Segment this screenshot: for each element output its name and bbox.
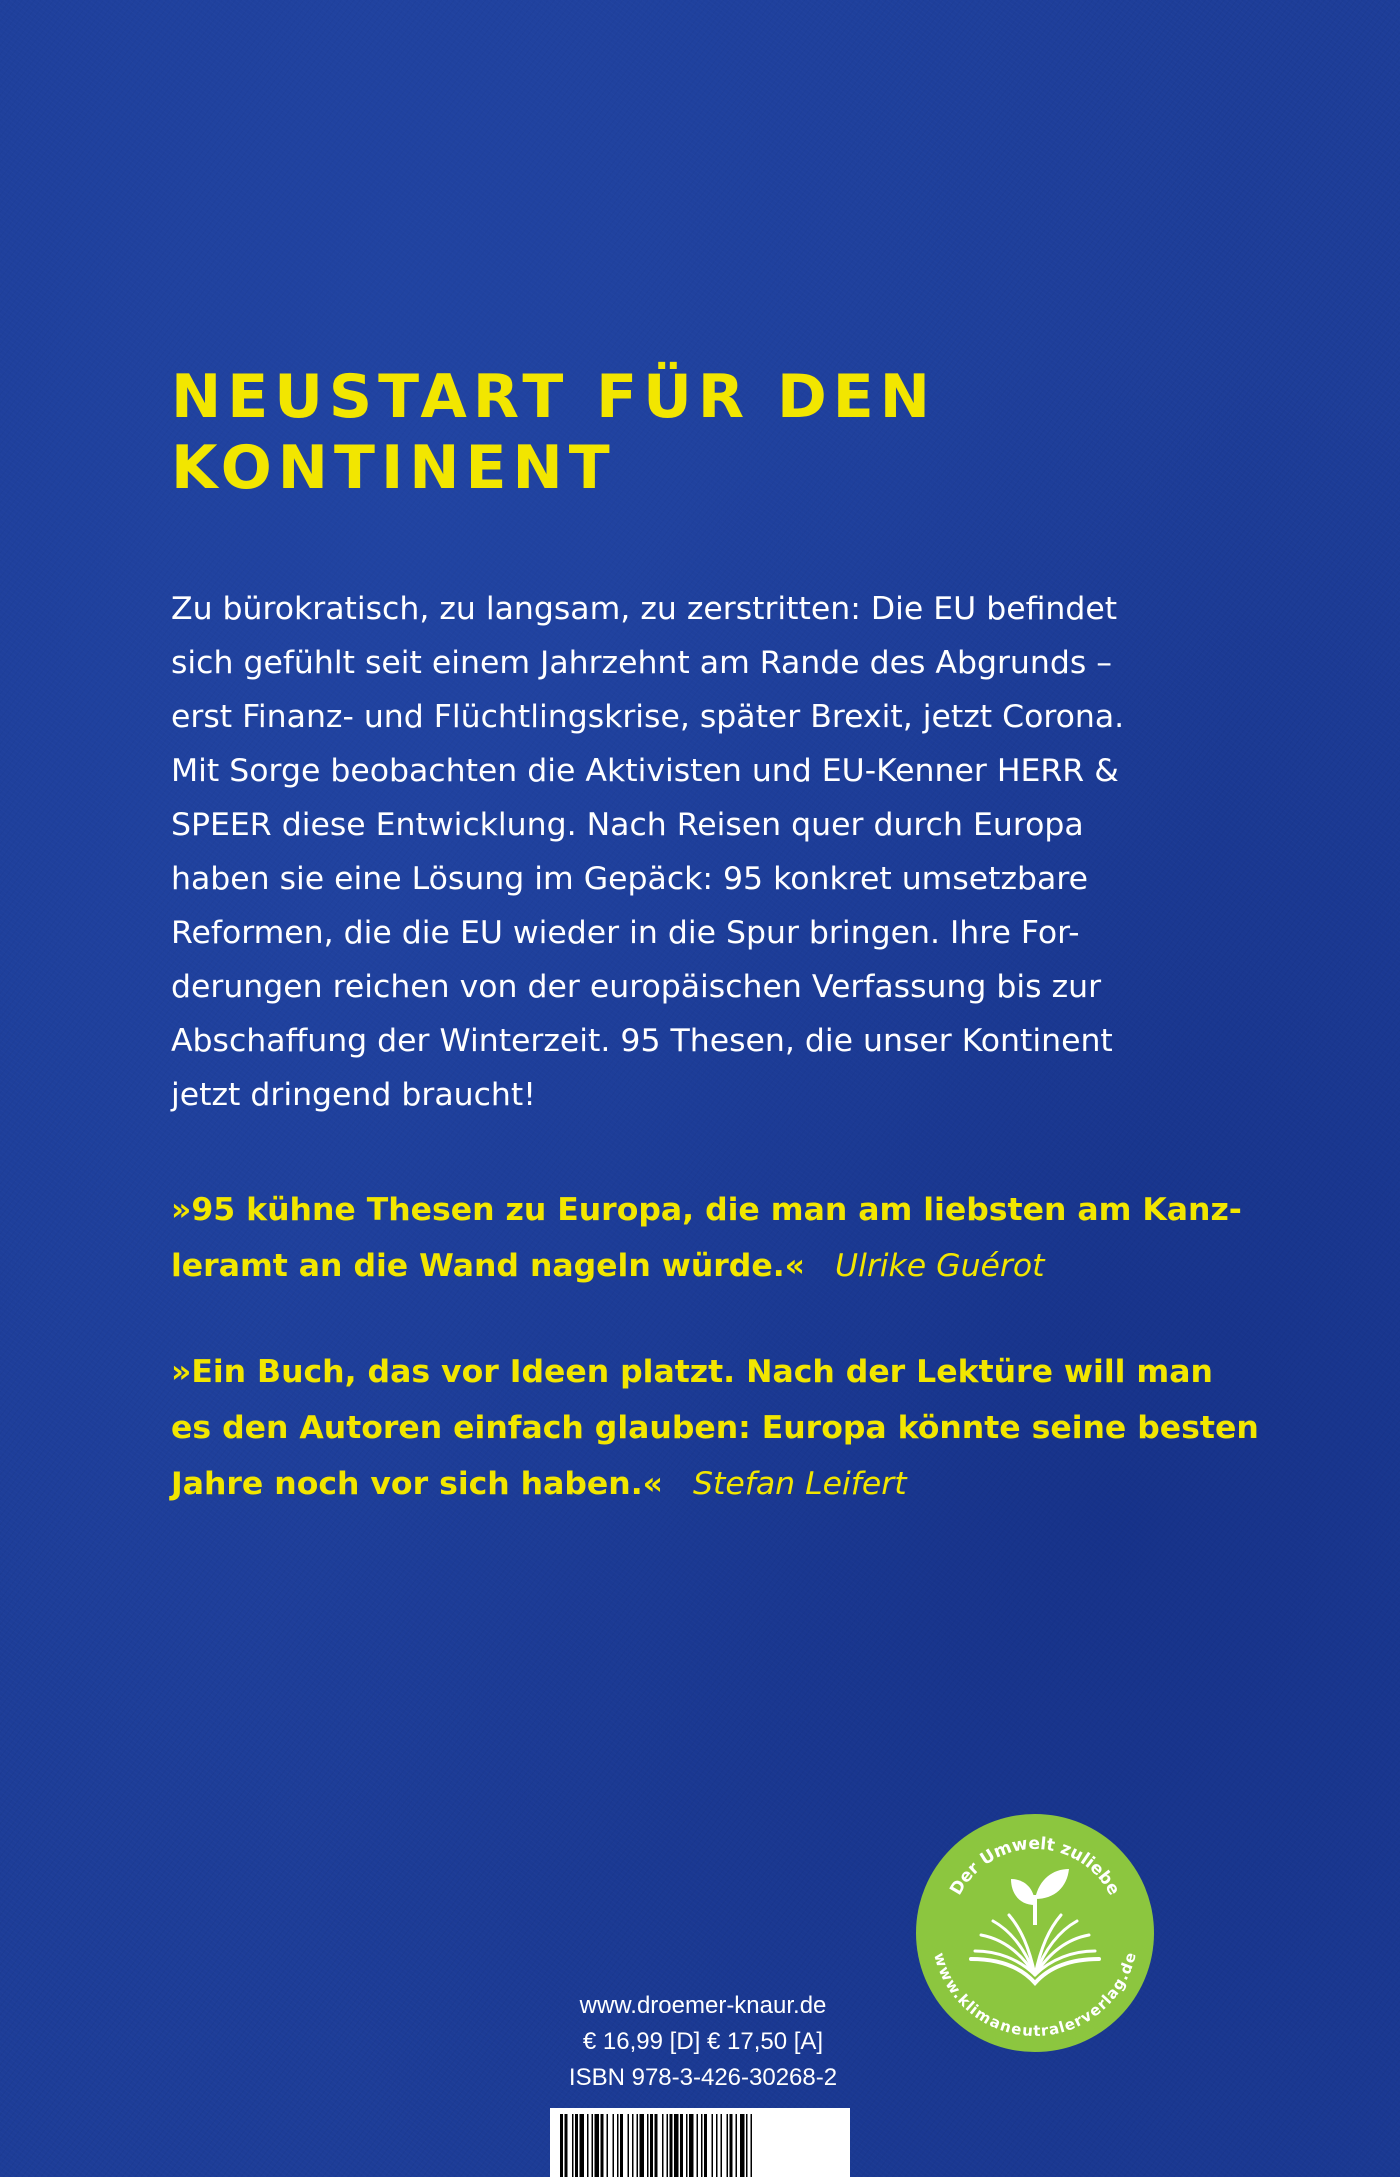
barcode-bar — [587, 2114, 589, 2177]
barcode-bar — [740, 2114, 745, 2177]
barcode-bar — [751, 2114, 753, 2177]
barcode-bar — [572, 2114, 574, 2177]
barcode-bar — [620, 2114, 623, 2177]
blurb-line: sich gefühlt seit einem Jahrzehnt am Rande des Abgrunds – — [171, 645, 1113, 681]
barcode-bar — [662, 2114, 664, 2177]
blurb-line: erst Finanz- und Flüchtlingskrise, später Brexit, jetzt Corona. — [171, 699, 1125, 735]
eco-badge-graphic — [915, 1813, 1155, 2053]
barcode-graphic — [550, 2108, 850, 2177]
barcode-bar — [613, 2114, 615, 2177]
quote-author: Ulrike Guérot — [835, 1248, 1045, 1284]
barcode-bar — [628, 2114, 630, 2177]
isbn-number: ISBN 978-3-426-30268-2 — [568, 2064, 838, 2091]
barcode-bar — [565, 2114, 568, 2177]
headline-line-2: KONTINENT — [171, 433, 616, 503]
barcode-bar — [686, 2114, 688, 2177]
review-quote-1 — [171, 1182, 1242, 1294]
blurb-line: Abschaffung der Winterzeit. 95 Thesen, die unser Kontinent — [171, 1023, 1113, 1059]
quote-line: es den Autoren einfach glauben: Europa könnte seine besten — [171, 1410, 1259, 1446]
publisher-website: www.droemer-knaur.de — [579, 1992, 827, 2019]
quote-line-with-author — [171, 1238, 1231, 1294]
barcode-bar — [721, 2114, 723, 2177]
review-quote-2 — [171, 1344, 1259, 1512]
barcode-bar — [689, 2114, 694, 2177]
barcode — [550, 2108, 850, 2177]
barcode-bar — [617, 2114, 619, 2177]
blurb-line: jetzt dringend braucht! — [171, 1077, 536, 1113]
quote-line: »95 kühne Thesen zu Europa, die man am liebsten am Kanz- — [171, 1192, 1242, 1228]
barcode-bar — [601, 2114, 604, 2177]
headline — [171, 362, 1221, 504]
badge-top-text: Der Umwelt zuliebe — [946, 1833, 1124, 1899]
publisher-imprint — [553, 1988, 853, 2096]
quote-line-with-author — [171, 1456, 1231, 1512]
blurb-line: Reformen, die die EU wieder in die Spur bringen. Ihre For- — [171, 915, 1080, 951]
barcode-bar — [670, 2114, 673, 2177]
badge-bottom-text: www.klimaneutralerverlag.de — [929, 1950, 1140, 2041]
barcode-bar — [607, 2114, 609, 2177]
barcode-bar — [592, 2114, 594, 2177]
barcode-bar — [712, 2114, 714, 2177]
blurb-line: derungen reichen von der europäischen Verfassung bis zur — [171, 969, 1102, 1005]
blurb-paragraph — [171, 582, 1231, 1122]
blurb-line: haben sie eine Lösung im Gepäck: 95 konkret umsetzbare — [171, 861, 1088, 897]
eco-badge — [915, 1813, 1155, 2053]
blurb-line: SPEER diese Entwicklung. Nach Reisen quer durch Europa — [171, 807, 1084, 843]
barcode-bar — [730, 2114, 733, 2177]
barcode-bar — [595, 2114, 600, 2177]
quote-line: leramt an die Wand nageln würde.« — [171, 1248, 806, 1284]
barcode-bar — [701, 2114, 703, 2177]
barcode-bar — [637, 2114, 639, 2177]
barcode-bar — [716, 2114, 718, 2177]
barcode-bar — [736, 2114, 738, 2177]
headline-line-1: NEUSTART FÜR DEN — [171, 362, 936, 432]
price-info: € 16,99 [D] € 17,50 [A] — [582, 2028, 824, 2055]
quote-author: Stefan Leifert — [693, 1466, 907, 1502]
barcode-bar — [575, 2114, 578, 2177]
barcode-bar — [680, 2114, 683, 2177]
barcode-bar — [647, 2114, 649, 2177]
quote-line: »Ein Buch, das vor Ideen platzt. Nach der Lektüre will man — [171, 1354, 1213, 1390]
barcode-bar — [640, 2114, 645, 2177]
barcode-bar — [632, 2114, 634, 2177]
barcode-bar — [560, 2114, 563, 2177]
quote-line: Jahre noch vor sich haben.« — [171, 1466, 664, 1502]
barcode-bar — [704, 2114, 707, 2177]
blurb-line: Zu bürokratisch, zu langsam, zu zerstritten: Die EU befindet — [171, 591, 1118, 627]
barcode-bar — [697, 2114, 699, 2177]
barcode-bar — [655, 2114, 658, 2177]
barcode-bar — [727, 2114, 729, 2177]
blurb-line: Mit Sorge beobachten die Aktivisten und EU-Kenner HERR & — [171, 753, 1119, 789]
barcode-bar — [674, 2114, 679, 2177]
barcode-bar — [746, 2114, 748, 2177]
barcode-bar — [580, 2114, 585, 2177]
barcode-bar — [667, 2114, 669, 2177]
barcode-bar — [650, 2114, 653, 2177]
